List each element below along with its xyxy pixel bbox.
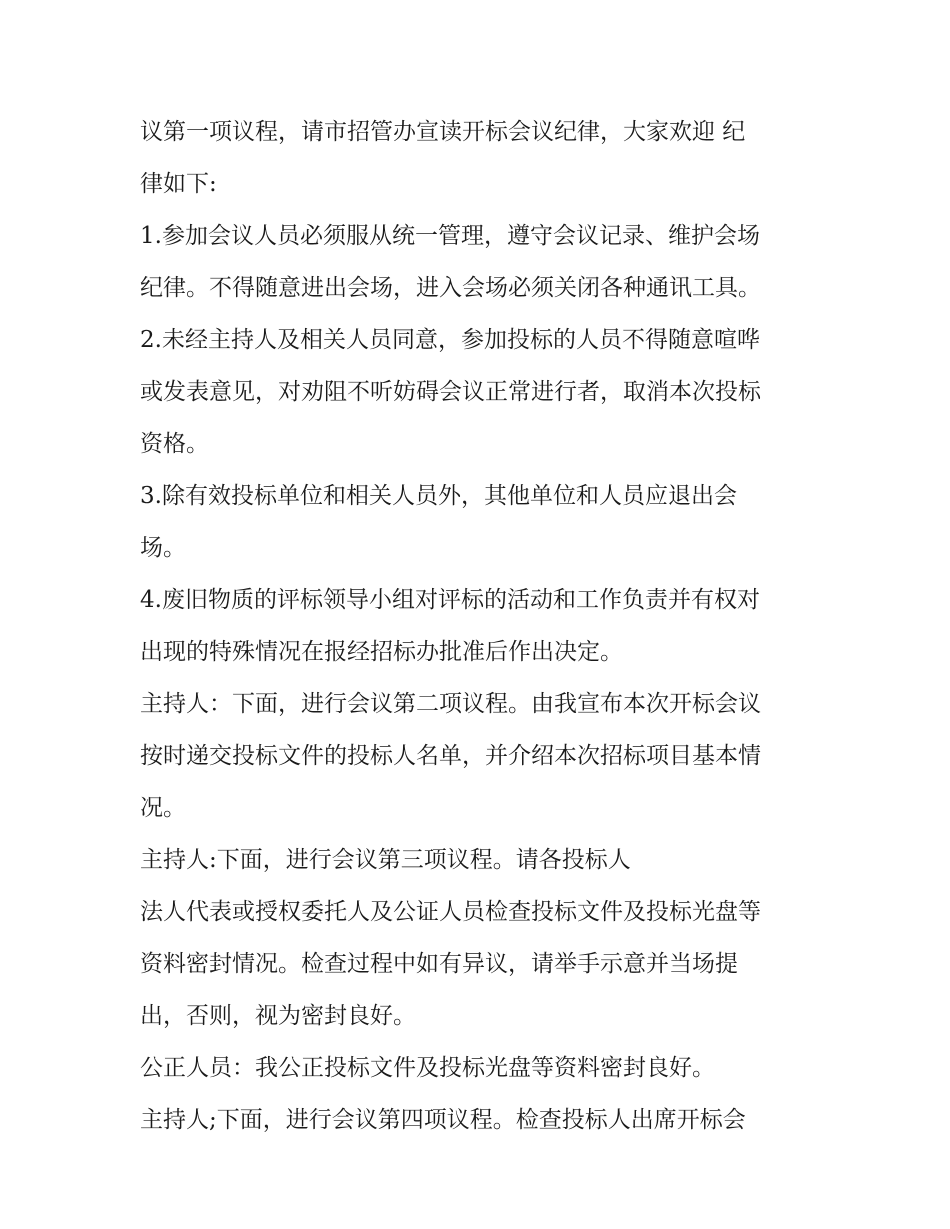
text-line: 4.废旧物质的评标领导小组对评标的活动和工作负责并有权对 bbox=[140, 587, 760, 613]
text-line: 2.未经主持人及相关人员同意，参加投标的人员不得随意喧哗 bbox=[140, 327, 760, 353]
text-line: 场。 bbox=[140, 535, 186, 561]
text-line: 按时递交投标文件的投标人名单，并介绍本次招标项目基本情 bbox=[140, 743, 761, 769]
text-line: 议第一项议程，请市招管办宣读开标会议纪律，大家欢迎 纪 bbox=[140, 119, 746, 145]
text-line: 法人代表或授权委托人及公证人员检查投标文件及投标光盘等 bbox=[140, 899, 761, 925]
text-line: 资格。 bbox=[140, 431, 209, 457]
text-line: 纪律。不得随意进出会场，进入会场必须关闭各种通讯工具。 bbox=[140, 275, 761, 301]
text-line: 主持人:下面，进行会议第三项议程。请各投标人 bbox=[140, 847, 631, 873]
document-body bbox=[140, 106, 820, 1146]
text-line: 出，否则，视为密封良好。 bbox=[140, 1003, 416, 1029]
text-line: 公正人员：我公正投标文件及投标光盘等资料密封良好。 bbox=[140, 1055, 715, 1081]
text-line: 出现的特殊情况在报经招标办批准后作出决定。 bbox=[140, 639, 623, 665]
text-line: 1.参加会议人员必须服从统一管理，遵守会议记录、维护会场 bbox=[140, 223, 760, 249]
text-line: 主持人;下面，进行会议第四项议程。检查投标人出席开标会 bbox=[140, 1107, 746, 1133]
text-line: 或发表意见，对劝阻不听妨碍会议正常进行者，取消本次投标 bbox=[140, 379, 761, 405]
text-line: 律如下: bbox=[140, 171, 217, 197]
text-line: 3.除有效投标单位和相关人员外，其他单位和人员应退出会 bbox=[140, 483, 737, 509]
text-line: 资料密封情况。检查过程中如有异议，请举手示意并当场提 bbox=[140, 951, 738, 977]
text-line: 主持人：下面，进行会议第二项议程。由我宣布本次开标会议 bbox=[140, 691, 761, 717]
text-line: 况。 bbox=[140, 795, 186, 821]
